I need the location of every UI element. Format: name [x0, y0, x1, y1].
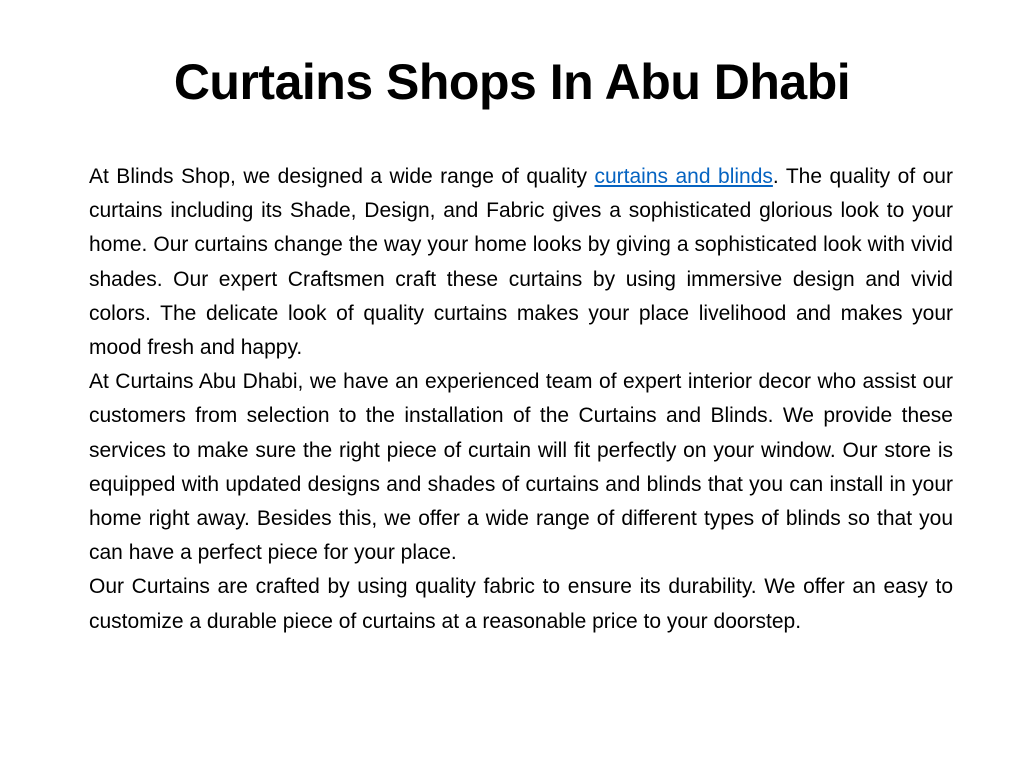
paragraph-3: Our Curtains are crafted by using quality fabric to ensure its durability. We offer an easy to customize a durable piece of curtains at a reasonable price to your doorstep. [89, 575, 953, 633]
paragraph-1 [89, 160, 953, 365]
paragraph-2: At Curtains Abu Dhabi, we have an experienced team of expert interior decor who assist our customers from selection to the installation of the Curtains and Blinds. We provide these services to make sure the right piece of curtain will fit perfectly on your window. Our store is equipped with updated designs and shades of curtains and blinds that you can install in your home right away. Besides this, we offer a wide range of different types of blinds so that you can have a perfect piece for your place. [89, 370, 953, 565]
paragraph-1-intro: At Blinds Shop, we designed a wide range of quality [89, 165, 595, 188]
slide-body [89, 160, 953, 639]
slide-title: Curtains Shops In Abu Dhabi [173, 54, 851, 110]
curtains-and-blinds-link[interactable]: curtains and blinds [594, 165, 773, 188]
paragraph-1-rest: . The quality of our curtains including its Shade, Design, and Fabric gives a sophisticated glorious look to your home. Our curtains change the way your home looks by giving a sophisticated look with vivid shades. Our expert Craftsmen craft these curtains by using immersive design and vivid colors. The delicate look of quality curtains makes your place livelihood and makes your mood fresh and happy. [89, 165, 953, 360]
